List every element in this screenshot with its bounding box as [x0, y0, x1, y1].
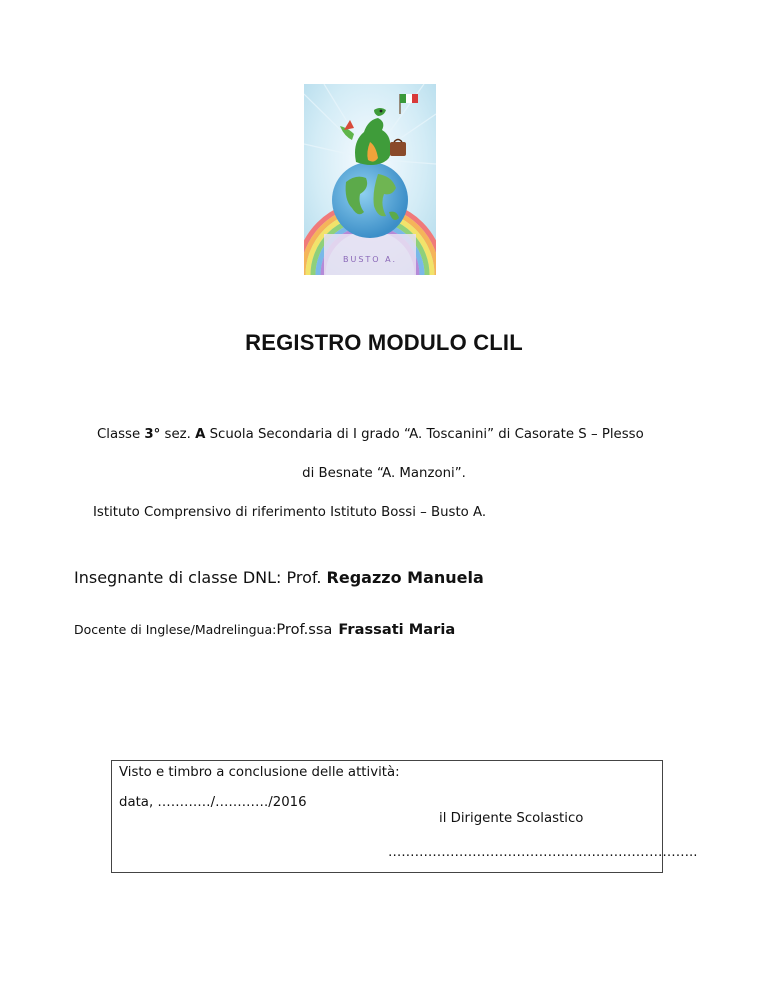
institute-line: Istituto Comprensivo di riferimento Istituto Bossi – Busto A. — [93, 505, 487, 520]
logo-lettering: BUSTO A. — [342, 255, 398, 264]
page-title: REGISTRO MODULO CLIL — [245, 330, 523, 355]
approval-heading: Visto e timbro a conclusione delle attività: — [119, 765, 400, 780]
date-line: data, …………/…………/2016 — [119, 795, 307, 810]
signatory-label: il Dirigente Scolastico — [439, 811, 584, 826]
approval-box — [111, 760, 698, 873]
class-line — [97, 427, 644, 442]
dnl-teacher-label: Insegnante di classe DNL: Prof. — [74, 568, 327, 587]
dnl-teacher-line — [74, 568, 484, 587]
school-logo-image — [304, 84, 436, 275]
school-logo — [304, 84, 436, 275]
class-number: 3° — [144, 427, 161, 442]
english-teacher-label: Docente di Inglese/Madrelingua: — [74, 622, 277, 637]
school-name: Scuola Secondaria di I grado “A. Toscanini” di Casorate S – Plesso — [205, 427, 644, 442]
english-teacher-line — [74, 621, 455, 638]
plesso-line: di Besnate “A. Manzoni”. — [302, 466, 466, 481]
section-letter: A — [195, 427, 206, 442]
signature-line: …………………………………..……………………….. — [388, 845, 698, 860]
section-label: sez. — [160, 427, 196, 442]
english-teacher-name: Frassati Maria — [338, 621, 456, 638]
class-prefix: Classe — [97, 427, 145, 442]
dnl-teacher-name: Regazzo Manuela — [326, 568, 484, 587]
english-teacher-title: Prof.ssa — [276, 621, 333, 638]
